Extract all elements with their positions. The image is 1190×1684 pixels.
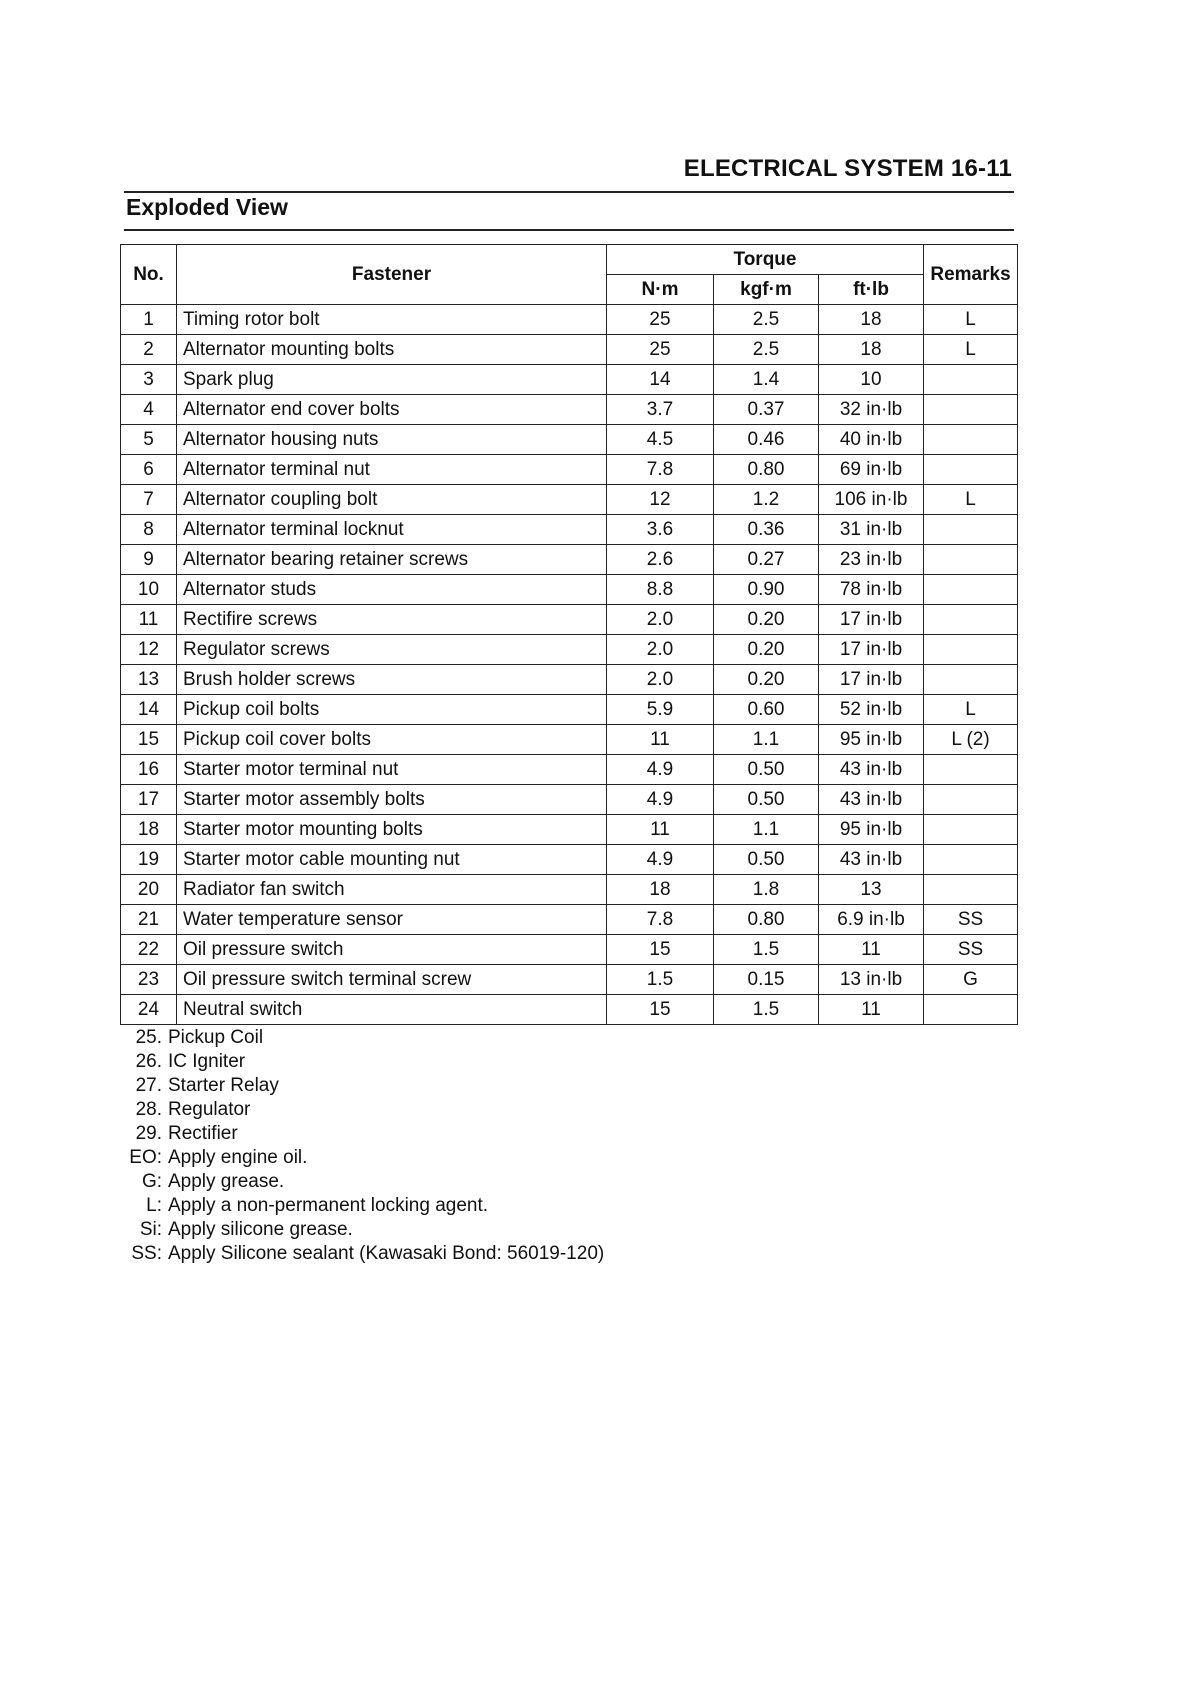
note-item bbox=[126, 1218, 604, 1242]
cell-kgfm: 1.5 bbox=[714, 935, 819, 965]
cell-ftlb: 52 in·lb bbox=[819, 695, 924, 725]
cell-remarks bbox=[924, 605, 1018, 635]
cell-ftlb: 43 in·lb bbox=[819, 785, 924, 815]
cell-remarks: L bbox=[924, 695, 1018, 725]
note-item-text: Apply a non-permanent locking agent. bbox=[168, 1195, 489, 1216]
part-item-text: IC Igniter bbox=[168, 1051, 246, 1072]
table-row bbox=[121, 485, 1018, 515]
cell-ftlb: 6.9 in·lb bbox=[819, 905, 924, 935]
cell-remarks bbox=[924, 995, 1018, 1025]
cell-no: 11 bbox=[121, 605, 177, 635]
cell-nm: 8.8 bbox=[607, 575, 714, 605]
cell-no: 5 bbox=[121, 425, 177, 455]
part-item bbox=[130, 1098, 279, 1122]
cell-no: 20 bbox=[121, 875, 177, 905]
cell-kgfm: 1.5 bbox=[714, 995, 819, 1025]
part-item-text: Pickup Coil bbox=[168, 1027, 264, 1048]
table-row bbox=[121, 425, 1018, 455]
cell-fastener: Alternator mounting bolts bbox=[177, 335, 607, 365]
note-item-key: EO: bbox=[129, 1147, 162, 1168]
table-row bbox=[121, 515, 1018, 545]
cell-nm: 2.6 bbox=[607, 545, 714, 575]
part-item bbox=[130, 1026, 279, 1050]
cell-fastener: Alternator end cover bolts bbox=[177, 395, 607, 425]
cell-no: 22 bbox=[121, 935, 177, 965]
cell-ftlb: 31 in·lb bbox=[819, 515, 924, 545]
cell-fastener: Neutral switch bbox=[177, 995, 607, 1025]
section-divider bbox=[124, 229, 1014, 231]
cell-nm: 2.0 bbox=[607, 665, 714, 695]
header-remarks: Remarks bbox=[924, 245, 1018, 305]
cell-remarks bbox=[924, 665, 1018, 695]
cell-kgfm: 1.1 bbox=[714, 725, 819, 755]
cell-remarks: G bbox=[924, 965, 1018, 995]
cell-nm: 14 bbox=[607, 365, 714, 395]
cell-nm: 2.0 bbox=[607, 605, 714, 635]
cell-fastener: Pickup coil bolts bbox=[177, 695, 607, 725]
cell-nm: 4.9 bbox=[607, 845, 714, 875]
cell-kgfm: 1.8 bbox=[714, 875, 819, 905]
notes-list bbox=[126, 1146, 604, 1266]
table-row bbox=[121, 965, 1018, 995]
cell-ftlb: 13 in·lb bbox=[819, 965, 924, 995]
cell-no: 10 bbox=[121, 575, 177, 605]
table-row bbox=[121, 875, 1018, 905]
cell-fastener: Alternator studs bbox=[177, 575, 607, 605]
cell-fastener: Alternator housing nuts bbox=[177, 425, 607, 455]
part-item-text: Starter Relay bbox=[168, 1075, 279, 1096]
cell-remarks: L bbox=[924, 305, 1018, 335]
cell-nm: 3.6 bbox=[607, 515, 714, 545]
cell-fastener: Alternator coupling bolt bbox=[177, 485, 607, 515]
part-item-key: 27. bbox=[135, 1075, 162, 1096]
cell-ftlb: 17 in·lb bbox=[819, 635, 924, 665]
cell-ftlb: 43 in·lb bbox=[819, 755, 924, 785]
table-row bbox=[121, 845, 1018, 875]
cell-ftlb: 17 in·lb bbox=[819, 665, 924, 695]
note-item-text: Apply engine oil. bbox=[168, 1147, 308, 1168]
section-title: Exploded View bbox=[126, 194, 288, 220]
note-item bbox=[126, 1146, 604, 1170]
cell-remarks bbox=[924, 755, 1018, 785]
cell-kgfm: 0.20 bbox=[714, 665, 819, 695]
cell-remarks bbox=[924, 875, 1018, 905]
note-item-text: Apply silicone grease. bbox=[168, 1219, 353, 1240]
parts-list bbox=[130, 1026, 279, 1146]
cell-no: 16 bbox=[121, 755, 177, 785]
cell-no: 19 bbox=[121, 845, 177, 875]
cell-no: 21 bbox=[121, 905, 177, 935]
cell-nm: 4.5 bbox=[607, 425, 714, 455]
part-item-key: 28. bbox=[135, 1099, 162, 1120]
cell-kgfm: 0.20 bbox=[714, 635, 819, 665]
cell-fastener: Rectifire screws bbox=[177, 605, 607, 635]
cell-ftlb: 18 bbox=[819, 335, 924, 365]
cell-kgfm: 1.1 bbox=[714, 815, 819, 845]
cell-ftlb: 69 in·lb bbox=[819, 455, 924, 485]
cell-no: 8 bbox=[121, 515, 177, 545]
header-fastener: Fastener bbox=[177, 245, 607, 305]
cell-kgfm: 0.46 bbox=[714, 425, 819, 455]
cell-ftlb: 95 in·lb bbox=[819, 815, 924, 845]
cell-kgfm: 1.2 bbox=[714, 485, 819, 515]
table-row bbox=[121, 575, 1018, 605]
cell-nm: 15 bbox=[607, 995, 714, 1025]
cell-nm: 3.7 bbox=[607, 395, 714, 425]
cell-fastener: Alternator terminal locknut bbox=[177, 515, 607, 545]
cell-fastener: Radiator fan switch bbox=[177, 875, 607, 905]
cell-no: 12 bbox=[121, 635, 177, 665]
torque-table-body bbox=[121, 305, 1018, 1025]
header-no: No. bbox=[121, 245, 177, 305]
cell-fastener: Starter motor assembly bolts bbox=[177, 785, 607, 815]
part-item bbox=[130, 1074, 279, 1098]
cell-remarks: L bbox=[924, 335, 1018, 365]
cell-remarks bbox=[924, 545, 1018, 575]
part-item-key: 29. bbox=[135, 1123, 162, 1144]
cell-fastener: Regulator screws bbox=[177, 635, 607, 665]
cell-remarks bbox=[924, 845, 1018, 875]
cell-nm: 4.9 bbox=[607, 755, 714, 785]
cell-kgfm: 0.80 bbox=[714, 905, 819, 935]
cell-nm: 2.0 bbox=[607, 635, 714, 665]
cell-remarks bbox=[924, 785, 1018, 815]
cell-remarks: SS bbox=[924, 935, 1018, 965]
cell-no: 17 bbox=[121, 785, 177, 815]
cell-remarks bbox=[924, 635, 1018, 665]
part-item-key: 26. bbox=[135, 1051, 162, 1072]
cell-remarks: SS bbox=[924, 905, 1018, 935]
table-row bbox=[121, 785, 1018, 815]
cell-remarks bbox=[924, 425, 1018, 455]
note-item bbox=[126, 1194, 604, 1218]
cell-ftlb: 32 in·lb bbox=[819, 395, 924, 425]
page-header-title: ELECTRICAL SYSTEM 16-11 bbox=[683, 155, 1012, 182]
table-row bbox=[121, 995, 1018, 1025]
cell-kgfm: 0.60 bbox=[714, 695, 819, 725]
cell-no: 4 bbox=[121, 395, 177, 425]
table-row bbox=[121, 395, 1018, 425]
torque-table bbox=[120, 244, 1018, 1025]
cell-fastener: Starter motor mounting bolts bbox=[177, 815, 607, 845]
cell-fastener: Water temperature sensor bbox=[177, 905, 607, 935]
note-item bbox=[126, 1242, 604, 1266]
cell-remarks bbox=[924, 575, 1018, 605]
cell-no: 18 bbox=[121, 815, 177, 845]
cell-ftlb: 78 in·lb bbox=[819, 575, 924, 605]
cell-fastener: Oil pressure switch bbox=[177, 935, 607, 965]
cell-kgfm: 0.36 bbox=[714, 515, 819, 545]
cell-no: 3 bbox=[121, 365, 177, 395]
cell-remarks bbox=[924, 515, 1018, 545]
cell-remarks bbox=[924, 815, 1018, 845]
table-row bbox=[121, 365, 1018, 395]
table-row bbox=[121, 905, 1018, 935]
cell-fastener: Pickup coil cover bolts bbox=[177, 725, 607, 755]
cell-nm: 25 bbox=[607, 335, 714, 365]
cell-nm: 12 bbox=[607, 485, 714, 515]
cell-ftlb: 23 in·lb bbox=[819, 545, 924, 575]
cell-kgfm: 0.50 bbox=[714, 845, 819, 875]
table-row bbox=[121, 725, 1018, 755]
cell-ftlb: 13 bbox=[819, 875, 924, 905]
cell-remarks bbox=[924, 455, 1018, 485]
note-item bbox=[126, 1170, 604, 1194]
cell-fastener: Alternator terminal nut bbox=[177, 455, 607, 485]
table-row bbox=[121, 305, 1018, 335]
cell-remarks: L (2) bbox=[924, 725, 1018, 755]
table-row bbox=[121, 635, 1018, 665]
cell-remarks bbox=[924, 395, 1018, 425]
note-item-key: G: bbox=[141, 1171, 162, 1192]
cell-no: 6 bbox=[121, 455, 177, 485]
cell-no: 1 bbox=[121, 305, 177, 335]
cell-nm: 7.8 bbox=[607, 905, 714, 935]
part-item-text: Rectifier bbox=[168, 1123, 238, 1144]
cell-kgfm: 0.37 bbox=[714, 395, 819, 425]
cell-nm: 11 bbox=[607, 815, 714, 845]
cell-fastener: Brush holder screws bbox=[177, 665, 607, 695]
table-row bbox=[121, 665, 1018, 695]
part-item-key: 25. bbox=[135, 1027, 162, 1048]
cell-fastener: Alternator bearing retainer screws bbox=[177, 545, 607, 575]
cell-ftlb: 40 in·lb bbox=[819, 425, 924, 455]
note-item-text: Apply Silicone sealant (Kawasaki Bond: 56019-120) bbox=[168, 1243, 605, 1264]
header-torque: Torque bbox=[607, 245, 924, 275]
cell-fastener: Starter motor terminal nut bbox=[177, 755, 607, 785]
cell-kgfm: 0.15 bbox=[714, 965, 819, 995]
header-nm: N·m bbox=[607, 275, 714, 305]
table-row bbox=[121, 935, 1018, 965]
table-row bbox=[121, 815, 1018, 845]
cell-no: 2 bbox=[121, 335, 177, 365]
part-item bbox=[130, 1050, 279, 1074]
cell-ftlb: 11 bbox=[819, 935, 924, 965]
cell-nm: 25 bbox=[607, 305, 714, 335]
cell-fastener: Spark plug bbox=[177, 365, 607, 395]
cell-kgfm: 1.4 bbox=[714, 365, 819, 395]
cell-no: 24 bbox=[121, 995, 177, 1025]
cell-ftlb: 43 in·lb bbox=[819, 845, 924, 875]
cell-ftlb: 106 in·lb bbox=[819, 485, 924, 515]
cell-no: 13 bbox=[121, 665, 177, 695]
cell-nm: 7.8 bbox=[607, 455, 714, 485]
cell-nm: 4.9 bbox=[607, 785, 714, 815]
cell-ftlb: 95 in·lb bbox=[819, 725, 924, 755]
cell-ftlb: 10 bbox=[819, 365, 924, 395]
cell-nm: 1.5 bbox=[607, 965, 714, 995]
cell-kgfm: 0.50 bbox=[714, 755, 819, 785]
cell-ftlb: 17 in·lb bbox=[819, 605, 924, 635]
cell-nm: 5.9 bbox=[607, 695, 714, 725]
cell-kgfm: 0.50 bbox=[714, 785, 819, 815]
cell-fastener: Timing rotor bolt bbox=[177, 305, 607, 335]
cell-remarks bbox=[924, 365, 1018, 395]
cell-nm: 15 bbox=[607, 935, 714, 965]
header-kgfm: kgf·m bbox=[714, 275, 819, 305]
cell-kgfm: 0.80 bbox=[714, 455, 819, 485]
table-row bbox=[121, 335, 1018, 365]
note-item-key: L: bbox=[146, 1195, 162, 1216]
cell-nm: 11 bbox=[607, 725, 714, 755]
cell-no: 15 bbox=[121, 725, 177, 755]
cell-nm: 18 bbox=[607, 875, 714, 905]
table-row bbox=[121, 455, 1018, 485]
table-row bbox=[121, 545, 1018, 575]
cell-remarks: L bbox=[924, 485, 1018, 515]
part-item bbox=[130, 1122, 279, 1146]
cell-no: 14 bbox=[121, 695, 177, 725]
note-item-key: Si: bbox=[139, 1219, 162, 1240]
table-row bbox=[121, 605, 1018, 635]
header-divider bbox=[124, 191, 1014, 193]
cell-kgfm: 2.5 bbox=[714, 305, 819, 335]
cell-no: 23 bbox=[121, 965, 177, 995]
cell-kgfm: 0.90 bbox=[714, 575, 819, 605]
cell-ftlb: 18 bbox=[819, 305, 924, 335]
table-row bbox=[121, 755, 1018, 785]
cell-no: 9 bbox=[121, 545, 177, 575]
part-item-text: Regulator bbox=[168, 1099, 251, 1120]
table-row bbox=[121, 695, 1018, 725]
cell-kgfm: 2.5 bbox=[714, 335, 819, 365]
note-item-text: Apply grease. bbox=[168, 1171, 285, 1192]
header-ftlb: ft·lb bbox=[819, 275, 924, 305]
cell-ftlb: 11 bbox=[819, 995, 924, 1025]
note-item-key: SS: bbox=[131, 1243, 162, 1264]
cell-no: 7 bbox=[121, 485, 177, 515]
cell-fastener: Oil pressure switch terminal screw bbox=[177, 965, 607, 995]
cell-kgfm: 0.20 bbox=[714, 605, 819, 635]
cell-fastener: Starter motor cable mounting nut bbox=[177, 845, 607, 875]
cell-kgfm: 0.27 bbox=[714, 545, 819, 575]
